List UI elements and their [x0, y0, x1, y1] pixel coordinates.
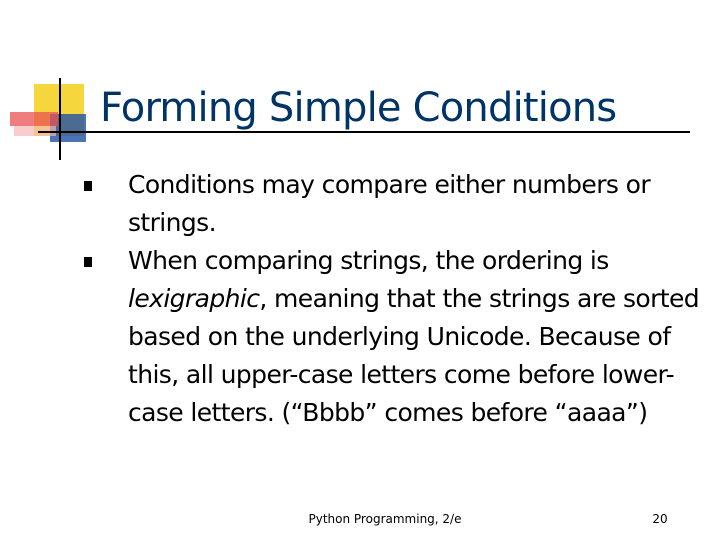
- page-number: 20: [652, 512, 668, 526]
- bullet-item: [80, 242, 710, 432]
- bullet-item: [80, 166, 710, 242]
- square-bullet-icon: [84, 181, 92, 191]
- slide-title: Forming Simple Conditions: [100, 85, 617, 131]
- footer-text: Python Programming, 2/e: [308, 512, 462, 526]
- bullet-text: Conditions may compare either numbers or strings.: [128, 170, 651, 237]
- bullet-text-end: , meaning that the strings are sorted based on the underlying Unicode. Because of this, all upper-case letters come before lower-case letters. (“Bbbb” comes before “aaaa”): [128, 284, 699, 427]
- bullet-list: [80, 166, 710, 432]
- decoration-red-bar: [10, 112, 58, 126]
- emphasized-term: lexigraphic: [128, 284, 260, 313]
- bullet-text-start: When comparing strings, the ordering is: [128, 246, 609, 275]
- square-bullet-icon: [84, 257, 92, 267]
